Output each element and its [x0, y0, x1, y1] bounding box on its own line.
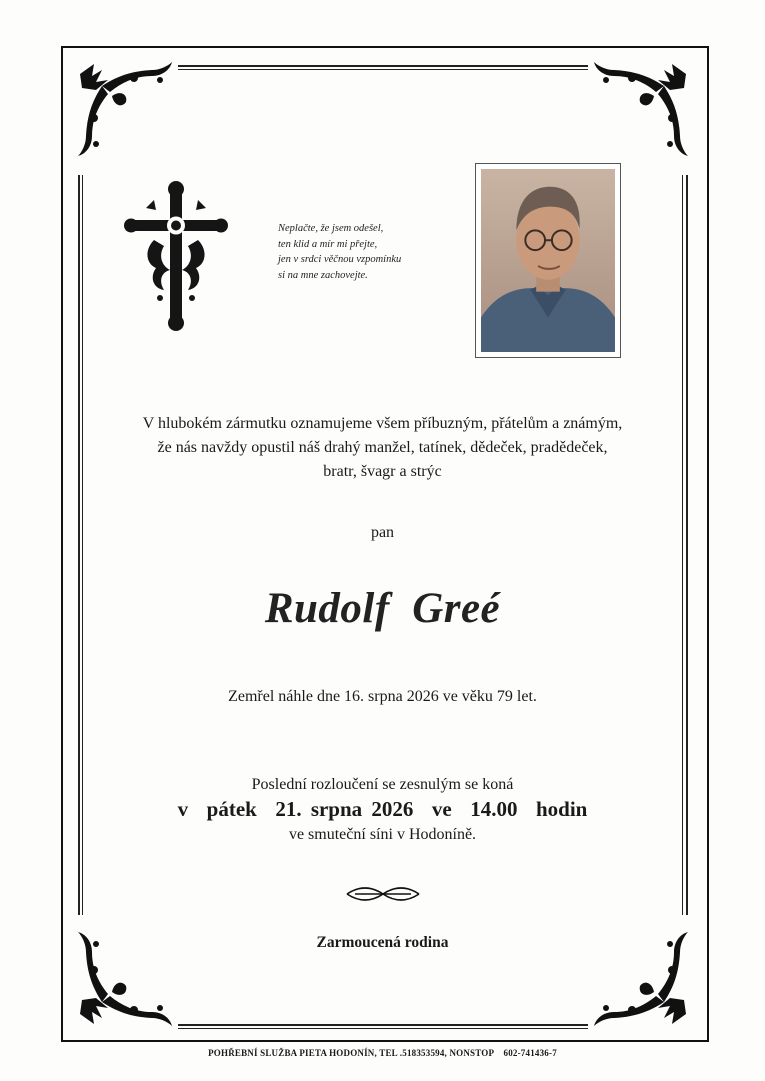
- title-word: pan: [370, 524, 395, 541]
- poem-line: jen v srdci věčnou vzpomínku: [278, 254, 402, 265]
- memorial-poem: [278, 221, 468, 283]
- announcement-line: V hlubokém zármutku oznamujeme všem příbuzným, přátelům a známým,: [142, 415, 623, 432]
- poem-line: si na mne zachovejte.: [278, 269, 368, 281]
- poem-line: ten klid a mír mi přejte,: [278, 238, 378, 250]
- inner-bottom-line: [178, 1024, 588, 1026]
- death-notice: Zemřel náhle dne 16. srpna 2026 ve věku 79 let.: [228, 688, 537, 705]
- ornamental-cross-icon: [124, 180, 228, 332]
- inner-top-line-2: [178, 69, 588, 70]
- farewell-intro: Poslední rozloučení se zesnulým se koná: [251, 776, 514, 793]
- corner-flourish-icon: [72, 56, 182, 166]
- announcement-text: [90, 412, 675, 484]
- signature: Zarmoucená rodina: [316, 934, 449, 951]
- farewell-datetime: v pátek 21. srpna 2026 ve 14.00 hodin: [177, 797, 588, 821]
- announcement-line: bratr, švagr a strýc: [323, 463, 442, 480]
- announcement-line: že nás navždy opustil náš drahý manžel, tatínek, dědeček, pradědeček,: [157, 439, 608, 456]
- deceased-name: Rudolf Greé: [264, 585, 501, 632]
- portrait-photo: [481, 169, 615, 352]
- inner-bottom-line-2: [178, 1028, 588, 1029]
- portrait-frame: [475, 163, 621, 358]
- farewell-place: ve smuteční síni v Hodoníně.: [288, 826, 477, 843]
- divider-flourish-icon: [345, 884, 421, 904]
- inner-top-line: [178, 65, 588, 67]
- poem-line: Neplačte, že jsem odešel,: [278, 223, 384, 234]
- corner-flourish-icon: [584, 56, 694, 166]
- footer-funeral-service: POHŘEBNÍ SLUŽBA PIETA HODONÍN, TEL .518353594, NONSTOP 602-741436-7: [208, 1048, 557, 1058]
